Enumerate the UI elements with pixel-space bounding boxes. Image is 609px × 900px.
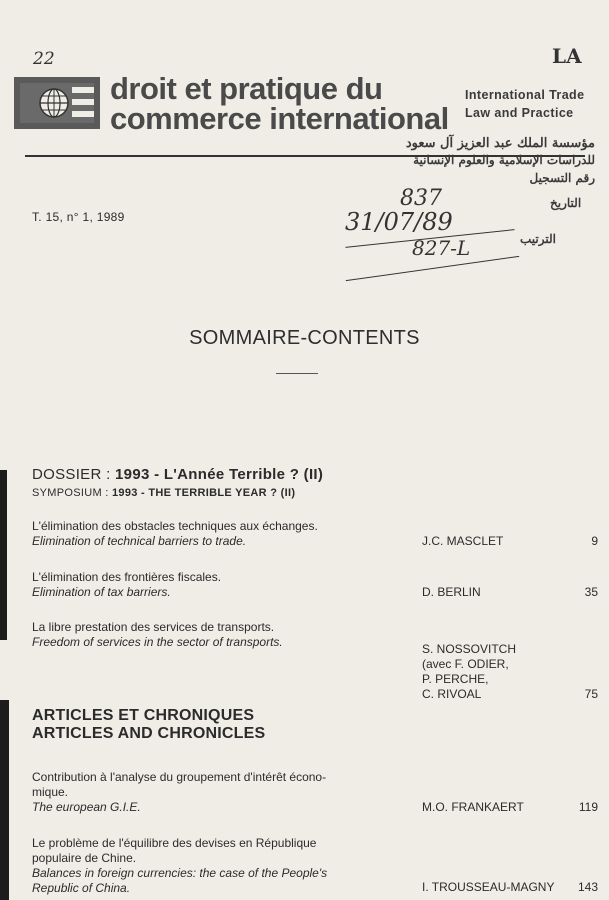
toc-entry[interactable] <box>32 519 318 549</box>
entry-title-fr: L'élimination des frontières fiscales. <box>32 570 222 584</box>
stamp-line3: رقم التسجيل <box>529 171 595 185</box>
entry-author: M.O. FRANKAERT <box>422 800 524 814</box>
entry-author: D. BERLIN <box>422 585 481 599</box>
journal-title-english-line2: Law and Practice <box>465 106 574 120</box>
toc-entry[interactable] <box>32 836 327 896</box>
entry-title-fr: La libre prestation des services de transports. <box>32 620 275 634</box>
issue-reference: T. 15, n° 1, 1989 <box>32 210 125 224</box>
entry-page: 9 <box>591 534 598 548</box>
contents-heading: SOMMAIRE-CONTENTS <box>189 327 420 349</box>
symposium-theme: 1993 - THE TERRIBLE YEAR ? (II) <box>112 487 296 499</box>
entry-title-fr: L'élimination des obstacles techniques aux échanges. <box>32 519 318 533</box>
dossier-title <box>32 466 323 483</box>
entry-title-fr-cont: populaire de Chine. <box>32 851 137 865</box>
handwritten-number: 22 <box>33 49 55 69</box>
articles-heading-fr: ARTICLES ET CHRONIQUES <box>32 707 255 724</box>
stamp-date: 31/07/89 <box>345 208 453 236</box>
toc-entry[interactable] <box>32 770 326 815</box>
entry-title-en: Freedom of services in the sector of transports. <box>32 635 283 649</box>
stamp-reg-number: 837 <box>400 186 442 211</box>
entry-page: 143 <box>577 880 598 894</box>
author-line: C. RIVOAL <box>422 687 482 701</box>
symposium-title <box>32 487 295 499</box>
binding-edge-lower <box>0 700 9 900</box>
entry-title-en: Balances in foreign currencies: the case of the People's <box>32 866 328 880</box>
library-stamp <box>345 136 595 185</box>
entry-page: 35 <box>584 585 598 599</box>
entry-title-en: Elimination of technical barriers to trade. <box>32 534 247 548</box>
entry-page: 119 <box>578 800 598 814</box>
entry-author: J.C. MASCLET <box>422 534 504 548</box>
entry-author <box>422 642 516 702</box>
binding-edge <box>0 470 7 640</box>
dossier-prefix: DOSSIER : <box>32 466 116 483</box>
journal-title-line2: commerce international <box>110 101 449 136</box>
stamp-line2: للدراسات الإسلامية والعلوم الإنسانية <box>413 153 595 167</box>
toc-entry[interactable] <box>32 620 283 650</box>
author-line: P. PERCHE, <box>422 672 489 686</box>
journal-logo <box>14 77 100 129</box>
author-line: (avec F. ODIER, <box>422 657 509 671</box>
stamp-line1: مؤسسة الملك عبد العزيز آل سعود <box>405 136 595 151</box>
stamp-class-label: الترتيب <box>520 232 556 246</box>
articles-heading-en: ARTICLES AND CHRONICLES <box>32 725 266 742</box>
journal-title-english <box>465 86 584 122</box>
entry-title-fr: Contribution à l'analyse du groupement d'intérêt écono- <box>32 770 327 784</box>
entry-page: 75 <box>584 687 598 701</box>
journal-title-line1: droit et pratique du <box>110 71 383 106</box>
entry-title-en-cont: Republic of China. <box>32 881 131 895</box>
symposium-prefix: SYMPOSIUM : <box>32 487 112 499</box>
entry-author: I. TROUSSEAU-MAGNY <box>422 880 555 894</box>
entry-title-fr: Le problème de l'équilibre des devises en République <box>32 836 317 850</box>
articles-heading <box>32 707 265 743</box>
author-line: S. NOSSOVITCH <box>422 642 517 656</box>
handwritten-code: LA <box>552 44 582 68</box>
stamp-date-label: التاريخ <box>550 196 582 210</box>
journal-title <box>110 71 449 136</box>
entry-title-en: The european G.I.E. <box>32 800 141 814</box>
toc-entry[interactable] <box>32 570 221 600</box>
entry-title-fr-cont: mique. <box>32 785 69 799</box>
heading-rule <box>276 373 318 374</box>
journal-title-english-line1: International Trade <box>465 88 585 102</box>
stamp-class-number: 827-L <box>412 236 471 260</box>
entry-title-en: Elimination of tax barriers. <box>32 585 171 599</box>
dossier-theme: 1993 - L'Année Terrible ? (II) <box>115 466 324 483</box>
